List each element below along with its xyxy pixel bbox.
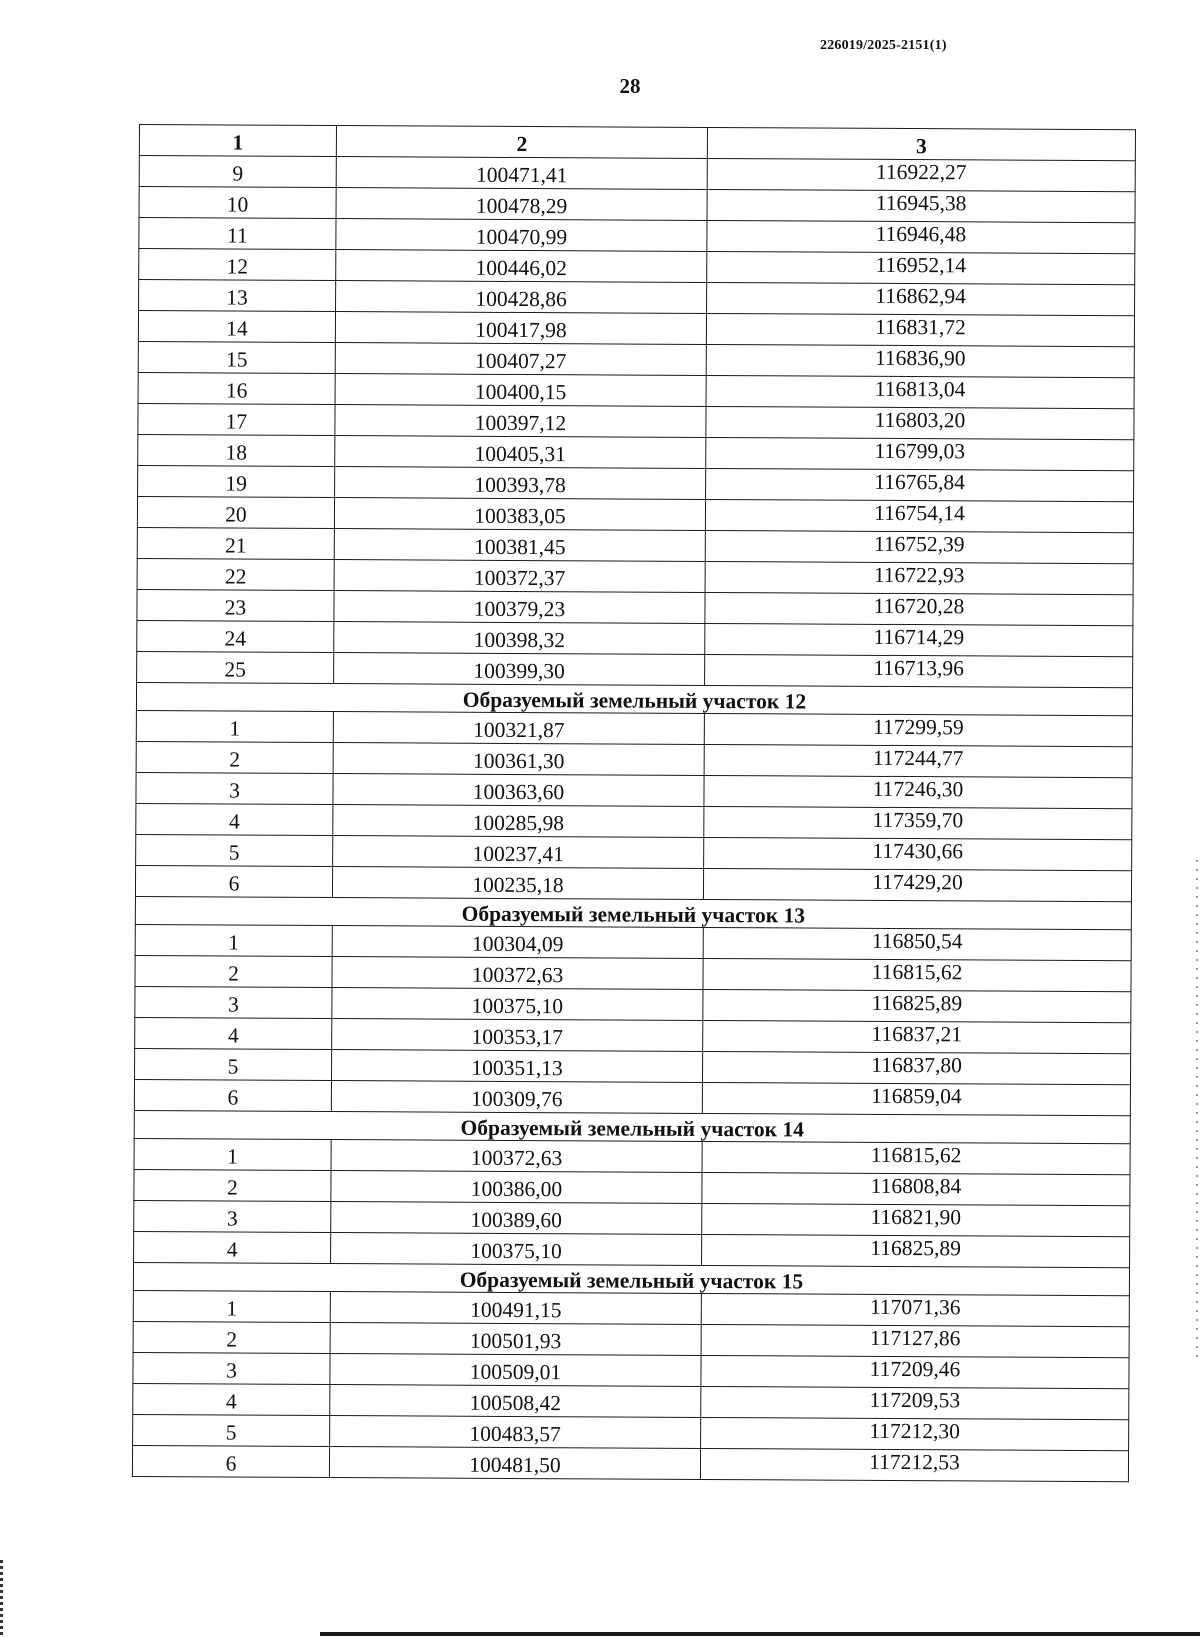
x-coordinate-cell: 100481,50 bbox=[329, 1447, 700, 1480]
y-coordinate-cell: 116831,72 bbox=[706, 313, 1134, 346]
x-coordinate-cell: 100470,99 bbox=[336, 219, 707, 252]
x-coordinate-cell: 100351,13 bbox=[331, 1050, 702, 1083]
y-coordinate-cell: 116714,29 bbox=[705, 623, 1133, 656]
table-row bbox=[134, 1169, 1130, 1205]
point-number-cell: 9 bbox=[139, 156, 336, 188]
table-header-row bbox=[139, 125, 1135, 161]
y-coordinate-cell: 116722,93 bbox=[705, 561, 1133, 594]
x-coordinate-cell: 100509,01 bbox=[330, 1354, 701, 1387]
table-row bbox=[137, 527, 1133, 563]
point-number-cell: 4 bbox=[136, 803, 333, 835]
table-row bbox=[136, 834, 1132, 870]
column-header: 1 bbox=[139, 125, 336, 157]
x-coordinate-cell: 100389,60 bbox=[331, 1202, 702, 1235]
point-number-cell: 3 bbox=[133, 1352, 330, 1384]
table-row bbox=[136, 710, 1132, 746]
table-row bbox=[138, 434, 1134, 470]
table-row bbox=[137, 651, 1133, 687]
table-row bbox=[135, 955, 1131, 991]
y-coordinate-cell: 117246,30 bbox=[704, 775, 1132, 808]
table-row bbox=[136, 741, 1132, 777]
point-number-cell: 1 bbox=[135, 924, 332, 956]
x-coordinate-cell: 100478,29 bbox=[336, 188, 707, 221]
table-row bbox=[137, 558, 1133, 594]
x-coordinate-cell: 100372,63 bbox=[331, 1140, 702, 1173]
x-coordinate-cell: 100361,30 bbox=[333, 743, 704, 776]
y-coordinate-cell: 117299,59 bbox=[704, 713, 1132, 746]
x-coordinate-cell: 100353,17 bbox=[332, 1019, 703, 1052]
x-coordinate-cell: 100471,41 bbox=[336, 157, 707, 190]
table-row bbox=[135, 986, 1131, 1022]
point-number-cell: 19 bbox=[138, 465, 335, 497]
point-number-cell: 12 bbox=[139, 249, 336, 281]
point-number-cell: 5 bbox=[136, 834, 333, 866]
point-number-cell: 24 bbox=[137, 620, 334, 652]
x-coordinate-cell: 100235,18 bbox=[332, 867, 703, 900]
x-coordinate-cell: 100363,60 bbox=[333, 774, 704, 807]
x-coordinate-cell: 100407,27 bbox=[335, 343, 706, 376]
x-coordinate-cell: 100383,05 bbox=[334, 498, 705, 531]
x-coordinate-cell: 100417,98 bbox=[335, 312, 706, 345]
table-row bbox=[139, 218, 1135, 254]
table-row bbox=[139, 249, 1135, 285]
point-number-cell: 6 bbox=[134, 1079, 331, 1111]
point-number-cell: 2 bbox=[136, 741, 333, 773]
x-coordinate-cell: 100491,15 bbox=[330, 1292, 701, 1325]
y-coordinate-cell: 116813,04 bbox=[706, 375, 1134, 408]
x-coordinate-cell: 100446,02 bbox=[336, 250, 707, 283]
x-coordinate-cell: 100399,30 bbox=[334, 653, 705, 686]
point-number-cell: 10 bbox=[139, 187, 336, 219]
y-coordinate-cell: 117127,86 bbox=[701, 1324, 1129, 1357]
y-coordinate-cell: 117209,53 bbox=[701, 1386, 1129, 1419]
scan-edge-marks bbox=[1196, 860, 1198, 1360]
x-coordinate-cell: 100483,57 bbox=[330, 1416, 701, 1449]
point-number-cell: 22 bbox=[137, 558, 334, 590]
point-number-cell: 6 bbox=[135, 865, 332, 897]
x-coordinate-cell: 100321,87 bbox=[333, 712, 704, 745]
section-title: Образуемый земельный участок 14 bbox=[134, 1110, 1130, 1143]
table-row bbox=[138, 311, 1134, 347]
scan-edge-marks bbox=[0, 1560, 3, 1638]
table-row bbox=[139, 156, 1135, 192]
y-coordinate-cell: 117359,70 bbox=[704, 806, 1132, 839]
y-coordinate-cell: 116850,54 bbox=[703, 927, 1131, 960]
table-row bbox=[136, 803, 1132, 839]
table-row bbox=[134, 1200, 1130, 1236]
y-coordinate-cell: 116808,84 bbox=[702, 1172, 1130, 1205]
y-coordinate-cell: 116859,04 bbox=[702, 1082, 1130, 1115]
x-coordinate-cell: 100285,98 bbox=[333, 805, 704, 838]
table-row bbox=[135, 924, 1131, 960]
document-number: 226019/2025-2151(1) bbox=[820, 38, 947, 53]
y-coordinate-cell: 116815,62 bbox=[703, 958, 1131, 991]
column-header: 3 bbox=[707, 127, 1135, 160]
y-coordinate-cell: 116754,14 bbox=[705, 499, 1133, 532]
point-number-cell: 4 bbox=[134, 1231, 331, 1263]
scan-border-line bbox=[320, 1632, 1200, 1636]
table-row bbox=[138, 403, 1134, 439]
x-coordinate-cell: 100428,86 bbox=[336, 281, 707, 314]
y-coordinate-cell: 116720,28 bbox=[705, 592, 1133, 625]
y-coordinate-cell: 116752,39 bbox=[705, 530, 1133, 563]
column-header: 2 bbox=[336, 126, 707, 159]
y-coordinate-cell: 116837,21 bbox=[703, 1020, 1131, 1053]
table-row bbox=[138, 465, 1134, 501]
table-row bbox=[135, 865, 1131, 901]
point-number-cell: 1 bbox=[133, 1290, 330, 1322]
point-number-cell: 1 bbox=[134, 1138, 331, 1170]
table-row bbox=[139, 187, 1135, 223]
point-number-cell: 17 bbox=[138, 403, 335, 435]
x-coordinate-cell: 100375,10 bbox=[331, 1233, 702, 1266]
point-number-cell: 4 bbox=[135, 1017, 332, 1049]
point-number-cell: 1 bbox=[136, 710, 333, 742]
y-coordinate-cell: 117209,46 bbox=[701, 1355, 1129, 1388]
y-coordinate-cell: 116803,20 bbox=[706, 406, 1134, 439]
x-coordinate-cell: 100400,15 bbox=[335, 374, 706, 407]
point-number-cell: 25 bbox=[137, 651, 334, 683]
x-coordinate-cell: 100372,37 bbox=[334, 560, 705, 593]
point-number-cell: 23 bbox=[137, 589, 334, 621]
y-coordinate-cell: 117071,36 bbox=[701, 1293, 1129, 1326]
table-row bbox=[134, 1231, 1130, 1267]
x-coordinate-cell: 100405,31 bbox=[335, 436, 706, 469]
point-number-cell: 16 bbox=[138, 372, 335, 404]
point-number-cell: 20 bbox=[137, 496, 334, 528]
x-coordinate-cell: 100237,41 bbox=[333, 836, 704, 869]
y-coordinate-cell: 117244,77 bbox=[704, 744, 1132, 777]
y-coordinate-cell: 116862,94 bbox=[707, 282, 1135, 315]
table-row bbox=[133, 1321, 1129, 1357]
section-title: Образуемый земельный участок 13 bbox=[135, 896, 1131, 929]
point-number-cell: 3 bbox=[135, 986, 332, 1018]
table-row bbox=[136, 772, 1132, 808]
point-number-cell: 14 bbox=[138, 311, 335, 343]
table-row bbox=[133, 1414, 1129, 1450]
point-number-cell: 15 bbox=[138, 341, 335, 373]
x-coordinate-cell: 100381,45 bbox=[334, 529, 705, 562]
coordinates-table bbox=[132, 124, 1136, 1482]
point-number-cell: 4 bbox=[133, 1383, 330, 1415]
coordinates-table-body bbox=[132, 125, 1135, 1482]
table-row bbox=[139, 280, 1135, 316]
x-coordinate-cell: 100309,76 bbox=[331, 1081, 702, 1114]
x-coordinate-cell: 100375,10 bbox=[332, 988, 703, 1021]
table-row bbox=[134, 1138, 1130, 1174]
point-number-cell: 5 bbox=[133, 1414, 330, 1446]
y-coordinate-cell: 117212,30 bbox=[701, 1417, 1129, 1450]
section-title: Образуемый земельный участок 12 bbox=[136, 682, 1132, 715]
y-coordinate-cell: 116799,03 bbox=[706, 437, 1134, 470]
y-coordinate-cell: 116821,90 bbox=[702, 1203, 1130, 1236]
point-number-cell: 2 bbox=[134, 1169, 331, 1201]
point-number-cell: 13 bbox=[139, 280, 336, 312]
table-row bbox=[137, 496, 1133, 532]
table-row bbox=[133, 1383, 1129, 1419]
y-coordinate-cell: 116825,89 bbox=[703, 989, 1131, 1022]
y-coordinate-cell: 116815,62 bbox=[702, 1141, 1130, 1174]
x-coordinate-cell: 100372,63 bbox=[332, 957, 703, 990]
y-coordinate-cell: 116837,80 bbox=[702, 1051, 1130, 1084]
point-number-cell: 6 bbox=[132, 1445, 329, 1477]
point-number-cell: 18 bbox=[138, 434, 335, 466]
x-coordinate-cell: 100398,32 bbox=[334, 622, 705, 655]
table-row bbox=[134, 1048, 1130, 1084]
table-row bbox=[134, 1079, 1130, 1115]
x-coordinate-cell: 100379,23 bbox=[334, 591, 705, 624]
table-row bbox=[133, 1352, 1129, 1388]
y-coordinate-cell: 116945,38 bbox=[707, 189, 1135, 222]
y-coordinate-cell: 117429,20 bbox=[703, 868, 1131, 901]
y-coordinate-cell: 116952,14 bbox=[707, 251, 1135, 284]
page-number: 28 bbox=[619, 74, 641, 98]
point-number-cell: 2 bbox=[133, 1321, 330, 1353]
point-number-cell: 2 bbox=[135, 955, 332, 987]
table-row bbox=[133, 1290, 1129, 1326]
y-coordinate-cell: 117430,66 bbox=[704, 837, 1132, 870]
table-row bbox=[138, 341, 1134, 377]
point-number-cell: 3 bbox=[134, 1200, 331, 1232]
x-coordinate-cell: 100397,12 bbox=[335, 405, 706, 438]
table-row bbox=[135, 1017, 1131, 1053]
x-coordinate-cell: 100386,00 bbox=[331, 1171, 702, 1204]
y-coordinate-cell: 116713,96 bbox=[705, 654, 1133, 687]
x-coordinate-cell: 100393,78 bbox=[335, 467, 706, 500]
y-coordinate-cell: 116825,89 bbox=[702, 1234, 1130, 1267]
y-coordinate-cell: 116765,84 bbox=[706, 468, 1134, 501]
y-coordinate-cell: 116922,27 bbox=[707, 158, 1135, 191]
point-number-cell: 11 bbox=[139, 218, 336, 250]
point-number-cell: 5 bbox=[134, 1048, 331, 1080]
point-number-cell: 21 bbox=[137, 527, 334, 559]
x-coordinate-cell: 100304,09 bbox=[332, 926, 703, 959]
x-coordinate-cell: 100508,42 bbox=[330, 1385, 701, 1418]
y-coordinate-cell: 117212,53 bbox=[700, 1448, 1128, 1481]
table-row bbox=[137, 589, 1133, 625]
point-number-cell: 3 bbox=[136, 772, 333, 804]
section-title: Образуемый земельный участок 15 bbox=[133, 1262, 1129, 1295]
table-row bbox=[132, 1445, 1128, 1481]
y-coordinate-cell: 116836,90 bbox=[706, 344, 1134, 377]
x-coordinate-cell: 100501,93 bbox=[330, 1323, 701, 1356]
y-coordinate-cell: 116946,48 bbox=[707, 220, 1135, 253]
table-row bbox=[137, 620, 1133, 656]
